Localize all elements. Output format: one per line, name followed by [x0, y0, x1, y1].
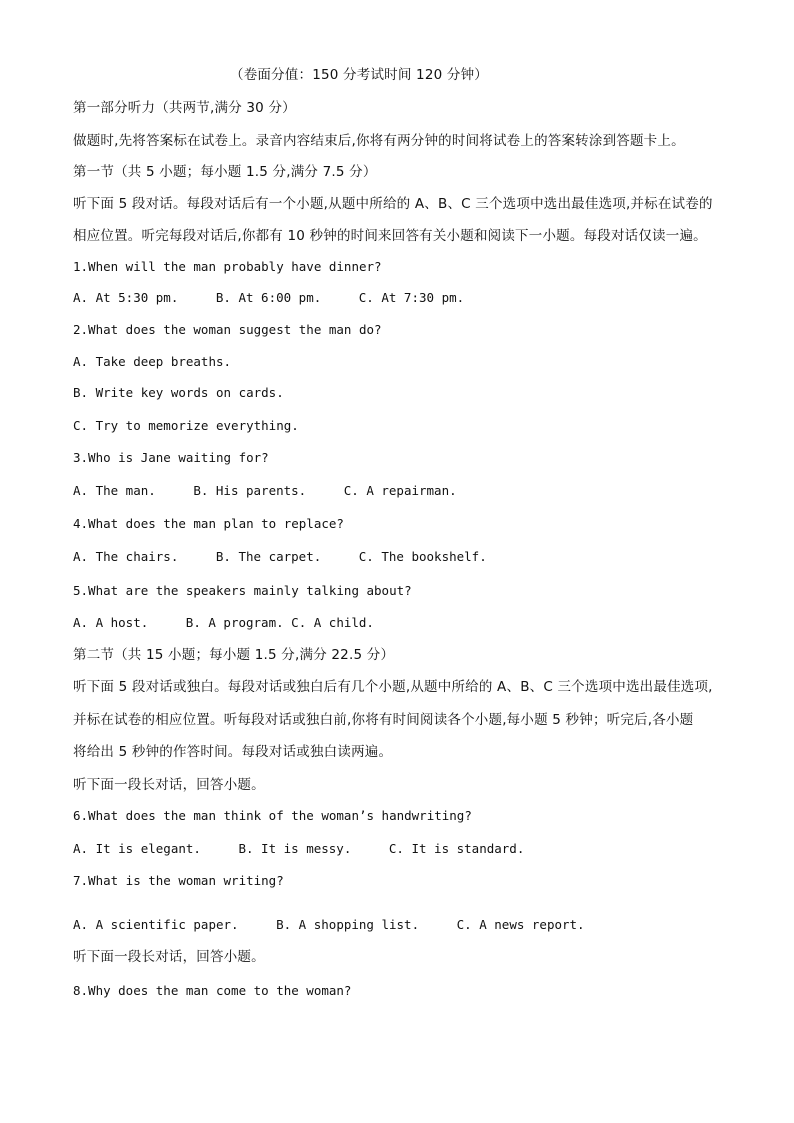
option-c: C. A child.: [291, 615, 374, 630]
option-b: B. It is messy.: [238, 841, 352, 856]
question-1-stem: 1.When will the man probably have dinner?: [73, 259, 382, 274]
question-2-option-b: B. Write key words on cards.: [73, 385, 284, 400]
option-b: B. At 6:00 pm.: [215, 290, 322, 305]
part1-instruction: 做题时,先将答案标在试卷上。录音内容结束后,你将有两分钟的时间将试卷上的答案转涂到答题卡上。: [73, 133, 685, 149]
option-a: A. A host.: [73, 615, 149, 630]
section1-instruction-line1: 听下面 5 段对话。每段对话后有一个小题,从题中所给的 A、B、C 三个选项中选出最佳选项,并标在试卷的: [73, 196, 713, 212]
option-b: B. His parents.: [193, 483, 307, 498]
section2-instruction-line3: 将给出 5 秒钟的作答时间。每段对话或独白读两遍。: [73, 744, 393, 760]
option-c: C. A news report.: [456, 917, 585, 932]
section2-instruction-line1: 听下面 5 段对话或独白。每段对话或独白后有几个小题,从题中所给的 A、B、C 三个选项中选出最佳选项,: [73, 679, 713, 695]
question-6-options: [73, 841, 524, 857]
option-c: C. At 7:30 pm.: [358, 290, 465, 305]
question-7-stem: 7.What is the woman writing?: [73, 873, 284, 888]
question-7-options: [73, 917, 585, 933]
question-2-option-a: A. Take deep breaths.: [73, 354, 232, 369]
part1-heading: 第一部分听力（共两节,满分 30 分）: [73, 100, 296, 116]
question-5-stem: 5.What are the speakers mainly talking about?: [73, 583, 412, 598]
option-a: A. A scientific paper.: [73, 917, 239, 932]
question-2-option-c: C. Try to memorize everything.: [73, 418, 299, 433]
option-c: C. The bookshelf.: [358, 549, 487, 564]
option-b: B. The carpet.: [215, 549, 322, 564]
option-a: A. The chairs.: [73, 549, 179, 564]
option-b: B. A program.: [185, 615, 284, 630]
question-3-stem: 3.Who is Jane waiting for?: [73, 450, 269, 465]
option-a: A. The man.: [73, 483, 156, 498]
option-b: B. A shopping list.: [276, 917, 420, 932]
question-2-stem: 2.What does the woman suggest the man do?: [73, 322, 382, 337]
option-a: A. At 5:30 pm.: [73, 290, 179, 305]
question-1-options: [73, 290, 464, 306]
question-6-stem: 6.What does the man think of the woman’s handwriting?: [73, 808, 472, 823]
option-a: A. It is elegant.: [73, 841, 201, 856]
question-4-stem: 4.What does the man plan to replace?: [73, 516, 344, 531]
exam-header-title: （卷面分值：150 分考试时间 120 分钟）: [230, 67, 489, 83]
section1-instruction-line2: 相应位置。听完每段对话后,你都有 10 秒钟的时间来回答有关小题和阅读下一小题。每段对话仅读一遍。: [73, 228, 707, 244]
section2-heading: 第二节（共 15 小题；每小题 1.5 分,满分 22.5 分）: [73, 647, 395, 663]
question-5-options: [73, 615, 374, 631]
option-c: C. A repairman.: [343, 483, 457, 498]
section2-instruction-line2: 并标在试卷的相应位置。听每段对话或独白前,你将有时间阅读各个小题,每小题 5 秒钟；听完后,各小题: [73, 712, 694, 728]
long-dialogue-instruction: 听下面一段长对话，回答小题。: [73, 949, 265, 965]
option-c: C. It is standard.: [388, 841, 525, 856]
question-3-options: [73, 483, 457, 499]
question-4-options: [73, 549, 487, 565]
long-dialogue-instruction: 听下面一段长对话，回答小题。: [73, 777, 265, 793]
question-8-stem: 8.Why does the man come to the woman?: [73, 983, 352, 998]
section1-heading: 第一节（共 5 小题；每小题 1.5 分,满分 7.5 分）: [73, 164, 377, 180]
